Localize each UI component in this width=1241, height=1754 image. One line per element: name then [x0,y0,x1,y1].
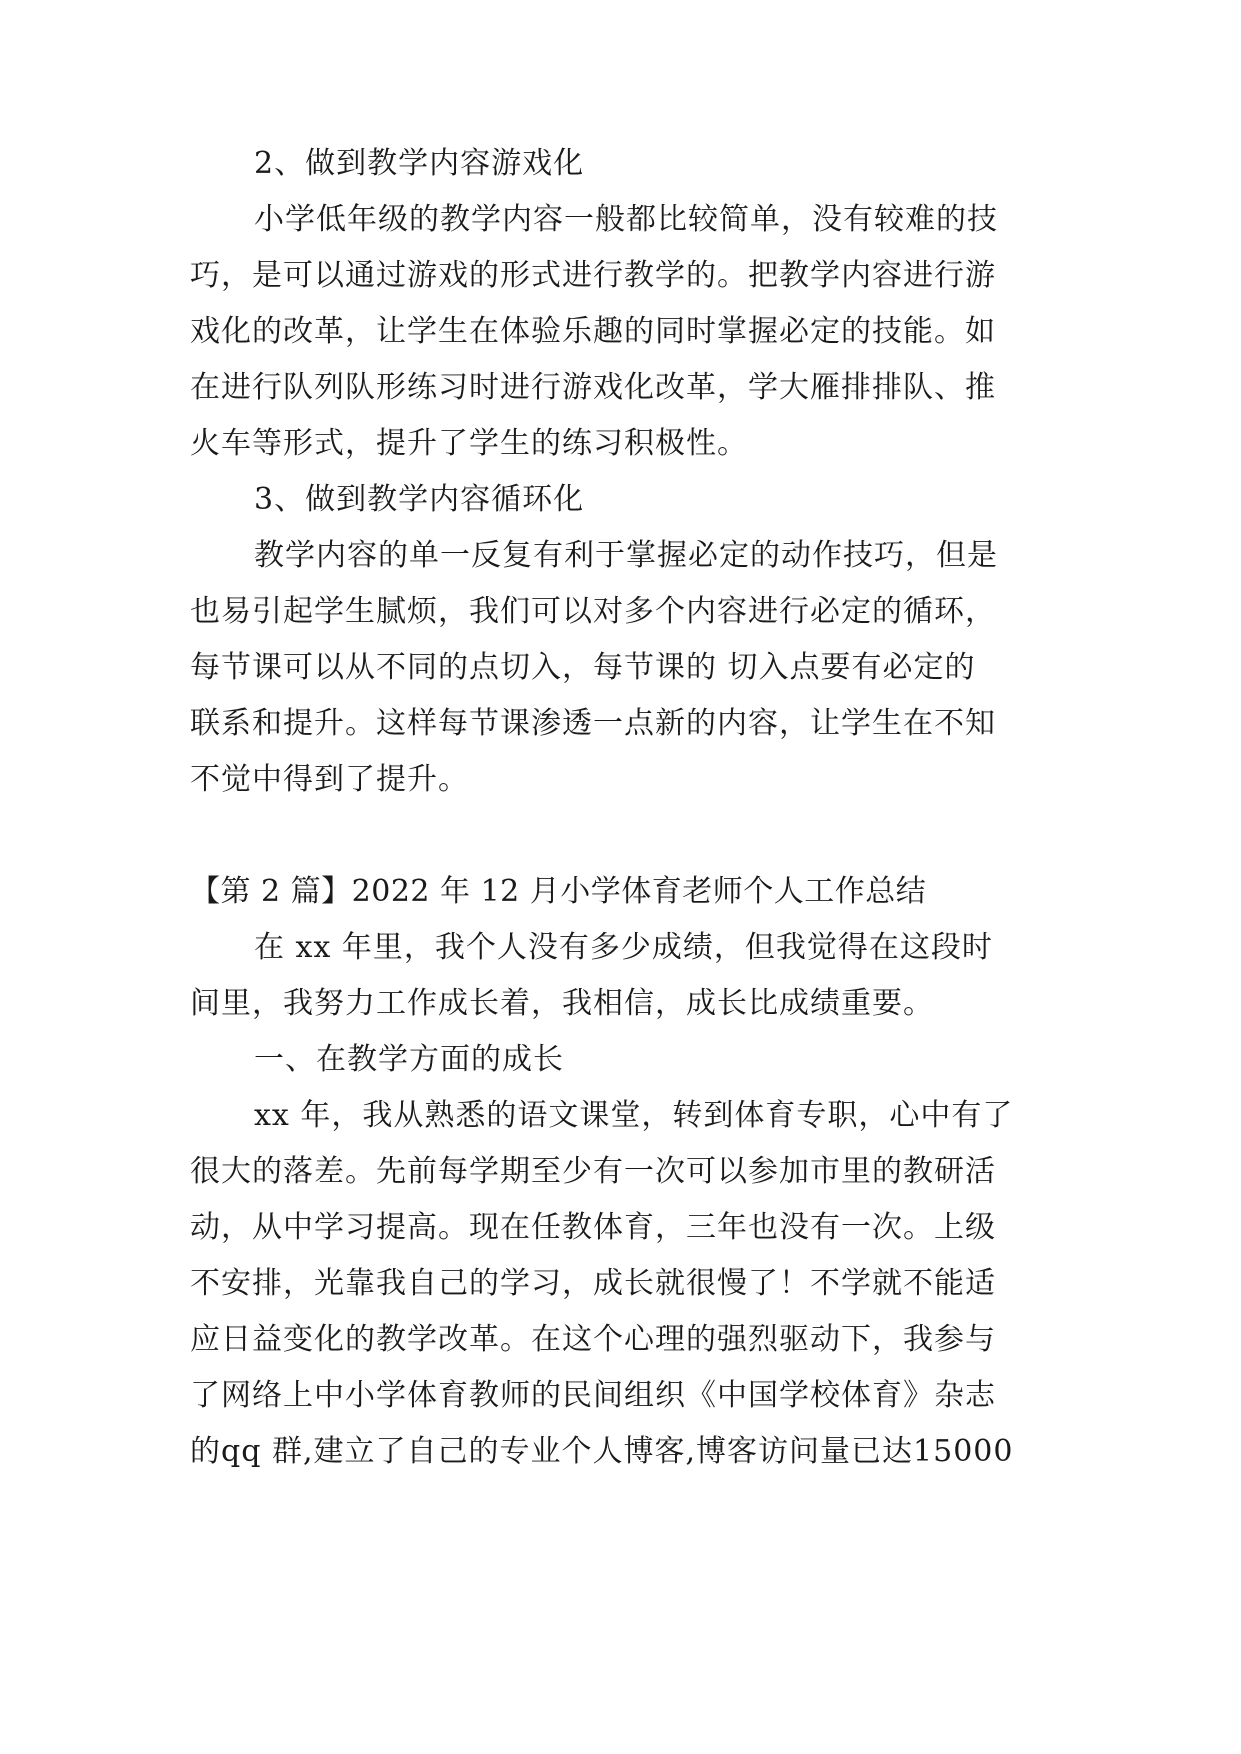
article-title: 【第 2 篇】2022 年 12 月小学体育老师个人工作总结 [190,874,927,909]
paragraph-line: 小学低年级的教学内容一般都比较简单，没有较难的技 [254,202,998,237]
paragraph-line: 动，从中学习提高。现在任教体育，三年也没有一次。上级 [190,1210,996,1245]
paragraph-line: 也易引起学生腻烦，我们可以对多个内容进行必定的循环， [190,594,996,629]
paragraph-line: 每节课可以从不同的点切入，每节课的 切入点要有必定的 [190,650,976,685]
paragraph-line: 在进行队列队形练习时进行游戏化改革，学大雁排排队、推 [190,370,996,405]
paragraph-line: 应日益变化的教学改革。在这个心理的强烈驱动下，我参与 [190,1322,996,1357]
section-heading: 一、在教学方面的成长 [254,1042,564,1077]
paragraph-line: 联系和提升。这样每节课渗透一点新的内容，让学生在不知 [190,706,996,741]
paragraph-line: 火车等形式，提升了学生的练习积极性。 [190,426,748,461]
paragraph-line: 不安排，光靠我自己的学习，成长就很慢了！不学就不能适 [190,1266,996,1301]
paragraph-line: 戏化的改革，让学生在体验乐趣的同时掌握必定的技能。如 [190,314,996,349]
paragraph-line: 在 xx 年里，我个人没有多少成绩，但我觉得在这段时 [254,930,993,965]
paragraph-line: 很大的落差。先前每学期至少有一次可以参加市里的教研活 [190,1154,996,1189]
paragraph-line: 巧，是可以通过游戏的形式进行教学的。把教学内容进行游 [190,258,996,293]
paragraph-line: 了网络上中小学体育教师的民间组织《中国学校体育》杂志 [190,1378,996,1413]
paragraph-line: 的qq 群,建立了自己的专业个人博客,博客访问量已达15000 [190,1434,1014,1469]
paragraph-line: 间里，我努力工作成长着，我相信，成长比成绩重要。 [190,986,934,1021]
paragraph-line: 不觉中得到了提升。 [190,762,469,797]
paragraph-line: xx 年，我从熟悉的语文课堂，转到体育专职，心中有了 [254,1098,1014,1133]
paragraph-line: 教学内容的单一反复有利于掌握必定的动作技巧，但是 [254,538,998,573]
section-heading: 2、做到教学内容游戏化 [254,146,585,181]
section-heading: 3、做到教学内容循环化 [254,482,585,517]
